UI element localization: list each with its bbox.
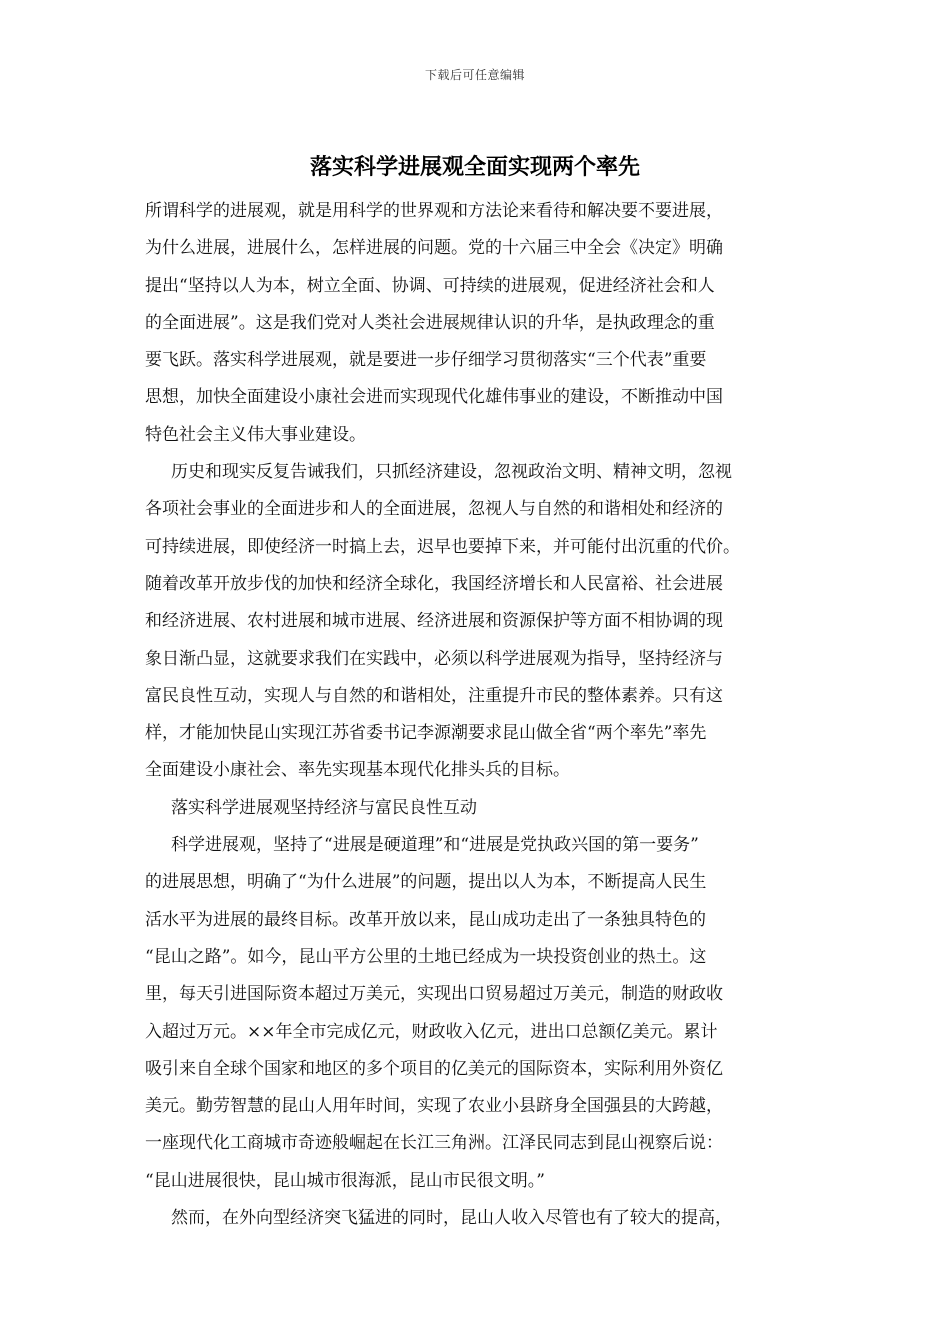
body-line: 可持续进展，即使经济一时搞上去，迟早也要掉下来，并可能付出沉重的代价。 <box>145 536 740 557</box>
body-line: 象日渐凸显，这就要求我们在实践中，必须以科学进展观为指导，坚持经济与 <box>145 648 723 669</box>
body-line: 的进展思想，明确了“为什么进展”的问题，提出以人为本，不断提高人民生 <box>145 872 707 893</box>
body-line: 各项社会事业的全面进步和人的全面进展，忽视人与自然的和谐相处和经济的 <box>145 499 723 520</box>
body-line: 特色社会主义伟大事业建设。 <box>145 424 366 445</box>
body-line: 思想，加快全面建设小康社会进而实现现代化雄伟事业的建设，不断推动中国 <box>145 387 723 408</box>
body-line: 一座现代化工商城市奇迹般崛起在长江三角洲。江泽民同志到昆山视察后说： <box>145 1133 723 1154</box>
body-line: 的全面进展”。这是我们党对人类社会进展规律认识的升华，是执政理念的重 <box>145 312 715 333</box>
document-title: 落实科学进展观全面实现两个率先 <box>309 154 640 180</box>
body-line: 要飞跃。落实科学进展观，就是要进一步仔细学习贯彻落实“三个代表”重要 <box>145 350 707 371</box>
body-line: 历史和现实反复告诫我们，只抓经济建设，忽视政治文明、精神文明，忽视 <box>171 462 732 483</box>
body-line: 全面建设小康社会、率先实现基本现代化排头兵的目标。 <box>145 760 570 781</box>
body-line: 活水平为进展的最终目标。改革开放以来，昆山成功走出了一条独具特色的 <box>145 909 706 930</box>
body-line: 入超过万元。××年全市完成亿元，财政收入亿元，进出口总额亿美元。累计 <box>145 1021 718 1042</box>
body-line: “昆山之路”。如今，昆山平方公里的土地已经成为一块投资创业的热土。这 <box>145 946 707 967</box>
body-line: 提出“坚持以人为本，树立全面、协调、可持续的进展观，促进经济社会和人 <box>145 275 715 296</box>
body-line: 科学进展观，坚持了“进展是硬道理”和“进展是党执政兴国的第一要务” <box>171 835 699 856</box>
body-line: 为什么进展，进展什么，怎样进展的问题。党的十六届三中全会《决定》明确 <box>145 238 723 259</box>
body-line: 样，才能加快昆山实现江苏省委书记李源潮要求昆山做全省“两个率先”率先 <box>145 723 707 744</box>
page-header-note: 下载后可任意编辑 <box>424 68 525 82</box>
body-line: 然而，在外向型经济突飞猛进的同时，昆山人收入尽管也有了较大的提高， <box>171 1208 732 1229</box>
body-line: 美元。勤劳智慧的昆山人用年时间，实现了农业小县跻身全国强县的大跨越， <box>145 1096 723 1117</box>
body-line: 里，每天引进国际资本超过万美元，实现出口贸易超过万美元，制造的财政收 <box>145 984 723 1005</box>
body-line: 落实科学进展观坚持经济与富民良性互动 <box>171 797 477 818</box>
body-line: 随着改革开放步伐的加快和经济全球化，我国经济增长和人民富裕、社会进展 <box>145 573 723 594</box>
document-body <box>145 193 810 1237</box>
body-line: 富民良性互动，实现人与自然的和谐相处，注重提升市民的整体素养。只有这 <box>145 685 723 706</box>
body-line: “昆山进展很快，昆山城市很海派，昆山市民很文明。” <box>145 1170 545 1191</box>
body-line: 和经济进展、农村进展和城市进展、经济进展和资源保护等方面不相协调的现 <box>145 611 723 632</box>
body-line: 吸引来自全球个国家和地区的多个项目的亿美元的国际资本，实际利用外资亿 <box>145 1058 723 1079</box>
body-line: 所谓科学的进展观，就是用科学的世界观和方法论来看待和解决要不要进展， <box>145 201 723 221</box>
